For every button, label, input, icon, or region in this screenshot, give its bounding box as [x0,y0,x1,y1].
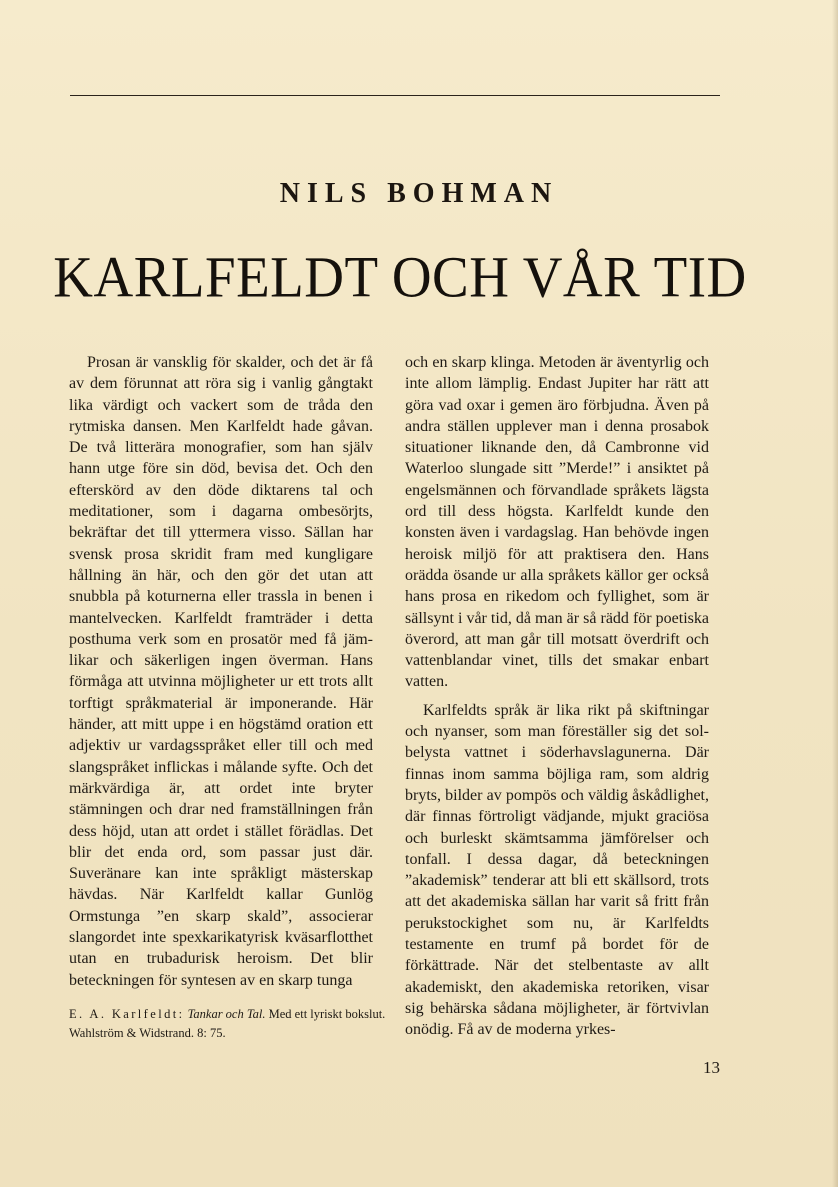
author-name: NILS BOHMAN [279,178,559,209]
footnote-publication: Med ett lyriskt bokslut. Wahlström & Widstrand. 8: 75. [69,1007,386,1040]
left-paragraph: Prosan är vansklig för skalder, och det är få av dem förunnat att röra sig i vanlig gångtakt lika värdigt och vackert som de tråda den rytmiska dansen. Men Karlfeldt hade gåvan. De två litterära monografier, som han själv hann utge före sin död, bevisa det. Och den efterskörd av den döde diktarens tal och meditationer, som i dagarna ombesörjts, bekräftar det till yttermera visso. Sällan har svensk prosa skridit fram med kungligare hållning än här, och den gör det utan att snubbla på koturnerna eller trassla in benen i mantelvecken. Karlfeldt framträder i detta posthuma verk som en prosatör med få jämlikar och säkerligen ingen överman. Hans förmåga att utvinna möjligheter ur ett trots allt torftigt språkmaterial är imponerande. Här händer, att mitt uppe i en högstämd oration ett adjektiv ur vardagsspråket eller till och med slangspråket inflickas i målande syfte. Och det märkvärdiga är, att ordet inte bryter stämningen och drar ned framställningen från dess höjd, utan att ordet i stället förädlas. Det blir det enda ord, som passar just där. Suveränare kan inte språkligt mästerskap hävdas. När Karlfeldt kallar Gunlög Ormstunga ”en skarp skald”, associerar slangordet inte spexkarikatyrisk kväsarflotthet utan en trubadurisk heroism. Det blir beteckningen för syntesen av en skarp tunga [69,354,373,989]
left-text-column [69,352,373,991]
footnote-author: E. A. Karlfeldt: [69,1007,185,1021]
right-paragraph-continued: och en skarp klinga. Metoden är äventyrlig och inte allom lämplig. Endast Jupiter har rätt att göra vad oxar i gemen äro förbjudna. Även på andra ställen upplever man i denna prosabok situationer liknande den, då Cambronne vid Waterloo slungade sitt ”Merde!” i ansiktet på engelsmännen och förvandlade språkets lägsta ord till dess högsta. Karlfeldt kunde den konsten även i vardagslag. Han behövde ingen heroisk miljö för att praktisera den. Hans orädda ösande ur alla språkets källor ger också hans prosa en rikedom och fyllighet, som är sällsynt i vår tid, då man är så rädd för poetiska överord, att man går till motsatt överdrift och vattenblandar vinet, tills det smakar enbart vatten. [405,354,709,691]
footnote-book-title: Tankar och Tal. [187,1007,266,1021]
page-number: 13 [703,1058,720,1077]
right-text-column [405,352,709,1041]
footnote [69,1005,389,1043]
right-paragraph-2: Karlfeldts språk är lika rikt på skiftningar och nyanser, som man föreställer sig det solbelysta vattnet i söderhavslagunerna. Där finnas inom samma böjliga ram, som aldrig bryts, bilder av pompös och väldig åskådlighet, där finnas förtroligt vädjande, mjukt graciösa och burleskt skämtsamma jämförelser och tonfall. I dessa dagar, då beteckningen ”akademisk” tenderar att bli ett skällsord, trots att det akademiska sällan har varit så fritt från perukstockighet som nu, är Karlfeldts testamente en trumf på bordet för de förkättrade. När det stelbentaste av allt akademiskt, den akademiska retoriken, visar sig behärska sådana möjligheter, är förtvivlan onödig. Få av de moderna yrkes- [405,701,709,1039]
article-title: KARLFELDT OCH VÅR TID [53,245,747,310]
header-rule [70,95,720,96]
